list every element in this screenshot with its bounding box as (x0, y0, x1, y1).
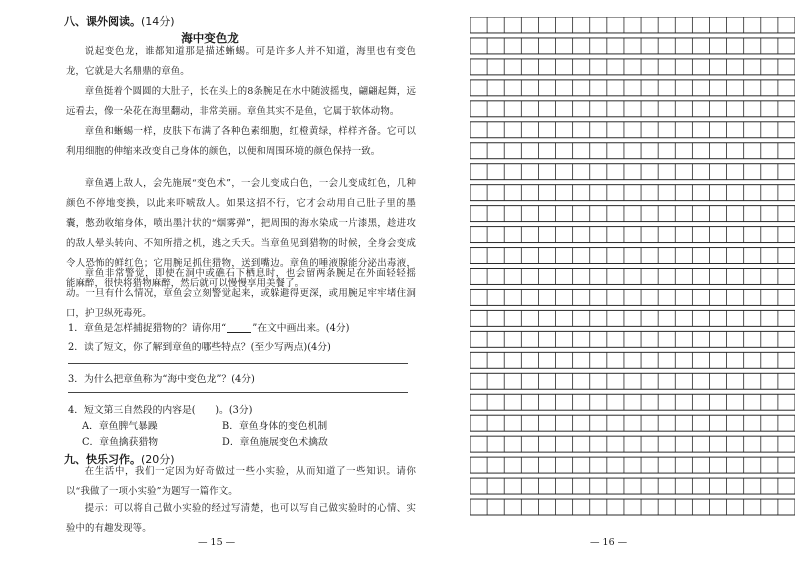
underline-mark-blank (227, 322, 251, 333)
grid-row[interactable] (470, 478, 795, 494)
grid-row[interactable] (470, 373, 795, 389)
question-4: 4．短文第三自然段的内容是( )。(3分) (68, 405, 253, 416)
reading-paragraph-4: 章鱼遇上敌人，会先施展“变色术”，一会儿变成白色，一会儿变成红色，几种颜色不停地变换，以此来吓唬敌人。如果这招不行，它才会动用自己肚子里的墨囊，憋劲收缩身体，喷出墨汁状的“烟雾弹”，把周围的海水染成一片漆黑，趁进攻的敌人晕头转向、不知所措之机，逃之夭夭。当章鱼见到猎物的时候，全身会变成令人恐怖的鲜红色；它用腕足抓住猎物，送到嘴边。章鱼的唾液腺能分泌出毒液，能麻醉，很快将猎物麻醉，然后就可以慢慢享用美餐了。 (66, 178, 416, 289)
grid-row[interactable] (470, 499, 795, 515)
question-2: 2．读了短文，你了解到章鱼的哪些特点？(至少写两点)(4分) (68, 342, 331, 353)
grid-row[interactable] (470, 352, 795, 368)
grid-row[interactable] (470, 122, 795, 138)
grid-row[interactable] (470, 185, 795, 201)
grid-row[interactable] (470, 331, 795, 347)
writing-prompt: 在生活中，我们一定因为好奇做过一些小实验，从而知道了一些知识。请你以“我做了一项小实验”为题写一篇作文。 (66, 466, 416, 497)
grid-row[interactable] (470, 101, 795, 117)
question-1-text-before: 1．章鱼是怎样捕捉猎物的？请你用“ (68, 323, 227, 334)
question-1 (68, 320, 349, 334)
page-number-left: — 15 — (198, 537, 236, 548)
grid-row[interactable] (470, 310, 795, 326)
q4-option-c[interactable]: C．章鱼擒获猎物 (82, 437, 159, 448)
grid-row[interactable] (470, 394, 795, 410)
grid-row[interactable] (470, 38, 795, 54)
grid-row[interactable] (470, 206, 795, 222)
q4-option-b[interactable]: B．章鱼身体的变色机制 (222, 421, 328, 432)
grid-row[interactable] (470, 457, 795, 473)
grid-row[interactable] (470, 143, 795, 159)
reading-paragraph-5: 章鱼非常警觉，即使在洞中或礁石下栖息时，也会留两条腕足在外面轻轻摇动。一旦有什么情况，章鱼会立刻警觉起来，或躲避得更深，或用腕足牢牢堵住洞口，护卫纵死毒死。 (66, 268, 416, 319)
section-8-title: 八、课外阅读。 (64, 15, 141, 28)
section-8-score: (14分) (141, 15, 175, 28)
page-number-right: — 16 — (590, 537, 628, 548)
grid-row[interactable] (470, 415, 795, 431)
q4-option-a[interactable]: A．章鱼脾气暴躁 (82, 421, 158, 432)
reading-paragraph-1: 说起变色龙，谁都知道那是描述蜥蜴。可是许多人并不知道，海里也有变色龙，它就是大名鼎鼎的章鱼。 (66, 46, 416, 77)
grid-row[interactable] (470, 17, 795, 33)
reading-title: 海中变色龙 (181, 31, 239, 45)
grid-row[interactable] (470, 59, 795, 75)
grid-row[interactable] (470, 289, 795, 305)
q4-option-d[interactable]: D．章鱼施展变色术擒敌 (222, 437, 328, 448)
reading-paragraph-2: 章鱼挺着个圆圆的大肚子，长在头上的8条腕足在水中随波摇曳，翩翩起舞，远远看去，像一朵花在海里翻动，非常美丽。章鱼其实不是鱼，它属于软体动物。 (66, 86, 416, 117)
section-8-heading (64, 13, 175, 29)
grid-row[interactable] (470, 248, 795, 264)
answer-line-q2[interactable] (68, 363, 408, 364)
grid-row[interactable] (470, 436, 795, 452)
grid-row[interactable] (470, 269, 795, 285)
grid-row[interactable] (470, 80, 795, 96)
section-9-title: 九、快乐习作。 (64, 453, 141, 466)
question-1-text-after: ”在文中画出来。(4分) (252, 323, 350, 334)
reading-paragraph-3: 章鱼和蜥蜴一样，皮肤下布满了各种色素细胞，红橙黄绿，样样齐备。它可以利用细胞的伸缩来改变自己身体的颜色，以便和周围环境的颜色保持一致。 (66, 126, 416, 157)
writing-hint: 提示：可以将自己做小实验的经过写清楚，也可以写自己做实验时的心情、实验中的有趣发现等。 (66, 503, 416, 534)
answer-line-q3[interactable] (68, 392, 408, 393)
section-9-score: (20分) (141, 453, 175, 466)
writing-grid[interactable] (470, 17, 795, 520)
grid-row[interactable] (470, 164, 795, 180)
grid-row[interactable] (470, 227, 795, 243)
question-3: 3．为什么把章鱼称为“海中变色龙”？(4分) (68, 374, 255, 385)
